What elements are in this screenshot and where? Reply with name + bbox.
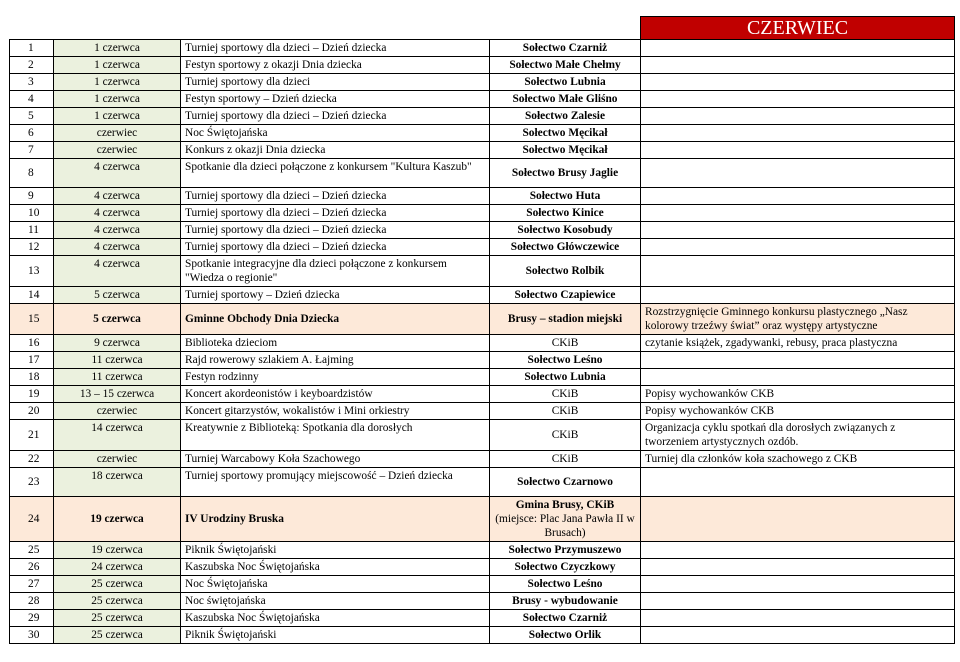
row-event: Turniej sportowy dla dzieci – Dzień dziecka: [181, 40, 490, 57]
row-date: 11 czerwca: [54, 352, 181, 369]
row-date: 14 czerwca: [54, 420, 181, 451]
table-row: [10, 256, 955, 287]
row-number: 13: [10, 256, 54, 287]
row-note: Organizacja cyklu spotkań dla dorosłych związanych z tworzeniem artystycznych ozdób.: [641, 420, 955, 451]
row-note: [641, 91, 955, 108]
row-number: 26: [10, 559, 54, 576]
row-note: [641, 497, 955, 542]
row-note: Turniej dla członków koła szachowego z CKB: [641, 451, 955, 468]
row-number: 14: [10, 287, 54, 304]
row-note: [641, 468, 955, 497]
row-date: 24 czerwca: [54, 559, 181, 576]
row-number: 5: [10, 108, 54, 125]
row-date: 5 czerwca: [54, 304, 181, 335]
row-place: [490, 627, 641, 644]
table-row: [10, 497, 955, 542]
row-place: [490, 610, 641, 627]
row-number: 16: [10, 335, 54, 352]
row-event: IV Urodziny Bruska: [181, 497, 490, 542]
table-row: [10, 403, 955, 420]
row-note: [641, 627, 955, 644]
row-place-text: CKiB: [551, 453, 579, 465]
row-place: [490, 335, 641, 352]
table-row: [10, 74, 955, 91]
row-number: 2: [10, 57, 54, 74]
row-place: [490, 559, 641, 576]
row-note: Rozstrzygnięcie Gminnego konkursu plastycznego „Nasz kolorowy trzeźwy świat” oraz występy artystyczne: [641, 304, 955, 335]
row-event: Kaszubska Noc Świętojańska: [181, 559, 490, 576]
table-row: [10, 205, 955, 222]
row-number: 17: [10, 352, 54, 369]
row-date: czerwiec: [54, 403, 181, 420]
row-date: 5 czerwca: [54, 287, 181, 304]
table-row: [10, 108, 955, 125]
table-row: [10, 159, 955, 188]
row-event: Biblioteka dzieciom: [181, 335, 490, 352]
row-date: 1 czerwca: [54, 74, 181, 91]
row-note: czytanie książek, zgadywanki, rebusy, praca plastyczna: [641, 335, 955, 352]
table-row: [10, 468, 955, 497]
row-date: 9 czerwca: [54, 335, 181, 352]
row-note: Popisy wychowanków CKB: [641, 386, 955, 403]
row-place-text: Brusy - wybudowanie: [512, 595, 618, 607]
row-place-text: Sołectwo Małe Gliśno: [512, 93, 618, 105]
table-row: [10, 188, 955, 205]
table-row: [10, 576, 955, 593]
row-number: 24: [10, 497, 54, 542]
table-row: [10, 335, 955, 352]
table-row: [10, 627, 955, 644]
row-date: czerwiec: [54, 451, 181, 468]
row-place: [490, 593, 641, 610]
row-event: Festyn rodzinny: [181, 369, 490, 386]
row-place: [490, 205, 641, 222]
table-row: [10, 142, 955, 159]
row-place: [490, 451, 641, 468]
row-note: [641, 369, 955, 386]
row-event: Noc świętojańska: [181, 593, 490, 610]
row-place: [490, 420, 641, 451]
table-row: [10, 91, 955, 108]
table-row: [10, 451, 955, 468]
row-date: 11 czerwca: [54, 369, 181, 386]
row-date: 25 czerwca: [54, 576, 181, 593]
row-place: [490, 239, 641, 256]
row-date: 1 czerwca: [54, 91, 181, 108]
row-number: 22: [10, 451, 54, 468]
row-event: Koncert akordeonistów i keyboardzistów: [181, 386, 490, 403]
row-place: [490, 125, 641, 142]
row-event: Konkurs z okazji Dnia dziecka: [181, 142, 490, 159]
row-place-text: Sołectwo Lubnia: [524, 371, 606, 383]
row-place-detail: (miejsce: Plac Jana Pawła II w Brusach): [495, 513, 635, 539]
row-date: 1 czerwca: [54, 57, 181, 74]
row-note: [641, 57, 955, 74]
row-event: Turniej sportowy dla dzieci – Dzień dziecka: [181, 188, 490, 205]
row-place: [490, 468, 641, 497]
row-place-text: Sołectwo Rolbik: [525, 265, 605, 277]
row-place-text: Sołectwo Kosobudy: [517, 224, 613, 236]
row-note: [641, 142, 955, 159]
row-place-text: Sołectwo Huta: [529, 190, 601, 202]
row-date: 18 czerwca: [54, 468, 181, 497]
row-place-text: CKiB: [551, 405, 579, 417]
row-date: 1 czerwca: [54, 108, 181, 125]
row-event: Turniej sportowy promujący miejscowość – Dzień dziecka: [181, 468, 490, 497]
row-event: Piknik Świętojański: [181, 627, 490, 644]
table-row: [10, 593, 955, 610]
row-note: [641, 205, 955, 222]
table-row: [10, 304, 955, 335]
row-note: [641, 74, 955, 91]
row-place-text: Sołectwo Czyczkowy: [514, 561, 616, 573]
row-date: 19 czerwca: [54, 497, 181, 542]
events-table: [9, 16, 955, 644]
table-row: [10, 352, 955, 369]
row-number: 1: [10, 40, 54, 57]
row-number: 11: [10, 222, 54, 239]
month-title: CZERWIEC: [641, 17, 955, 40]
row-date: 25 czerwca: [54, 627, 181, 644]
row-number: 21: [10, 420, 54, 451]
row-date: 4 czerwca: [54, 239, 181, 256]
row-note: [641, 559, 955, 576]
row-place: [490, 352, 641, 369]
row-note: [641, 239, 955, 256]
row-place: [490, 256, 641, 287]
row-number: 29: [10, 610, 54, 627]
row-date: 4 czerwca: [54, 159, 181, 188]
row-event: Turniej sportowy dla dzieci – Dzień dziecka: [181, 205, 490, 222]
row-date: 4 czerwca: [54, 205, 181, 222]
row-number: 4: [10, 91, 54, 108]
row-date: 4 czerwca: [54, 256, 181, 287]
row-event: Turniej Warcabowy Koła Szachowego: [181, 451, 490, 468]
row-number: 19: [10, 386, 54, 403]
row-place: [490, 403, 641, 420]
row-event: Kaszubska Noc Świętojańska: [181, 610, 490, 627]
row-place-text: CKiB: [551, 429, 579, 441]
row-place: [490, 542, 641, 559]
row-note: Popisy wychowanków CKB: [641, 403, 955, 420]
row-place: [490, 369, 641, 386]
row-place: [490, 142, 641, 159]
row-date: 1 czerwca: [54, 40, 181, 57]
row-event: Festyn sportowy – Dzień dziecka: [181, 91, 490, 108]
row-number: 27: [10, 576, 54, 593]
row-note: [641, 256, 955, 287]
table-row: [10, 386, 955, 403]
row-place: [490, 188, 641, 205]
table-row: [10, 369, 955, 386]
row-note: [641, 159, 955, 188]
schedule-container: [9, 16, 954, 644]
row-place-text: Sołectwo Czarniż: [522, 612, 608, 624]
row-place-text: Gmina Brusy, CKiB: [515, 499, 615, 511]
row-place-text: Sołectwo Leśno: [527, 578, 603, 590]
row-event: Kreatywnie z Biblioteką: Spotkania dla dorosłych: [181, 420, 490, 451]
row-number: 8: [10, 159, 54, 188]
row-place: [490, 57, 641, 74]
row-note: [641, 125, 955, 142]
row-event: Koncert gitarzystów, wokalistów i Mini orkiestry: [181, 403, 490, 420]
row-place-text: Sołectwo Czarnowo: [517, 476, 613, 488]
row-event: Spotkanie dla dzieci połączone z konkursem "Kultura Kaszub": [181, 159, 490, 188]
row-place-text: CKiB: [551, 388, 579, 400]
row-note: [641, 593, 955, 610]
row-event: Turniej sportowy dla dzieci – Dzień dziecka: [181, 222, 490, 239]
row-place: [490, 386, 641, 403]
row-number: 18: [10, 369, 54, 386]
row-place: [490, 108, 641, 125]
row-note: [641, 188, 955, 205]
row-event: Noc Świętojańska: [181, 125, 490, 142]
row-number: 6: [10, 125, 54, 142]
row-number: 20: [10, 403, 54, 420]
row-place-text: Sołectwo Przymuszewo: [508, 544, 622, 556]
row-place-text: CKiB: [551, 337, 579, 349]
row-place-text: Sołectwo Główczewice: [510, 241, 620, 253]
row-place-text: Sołectwo Męcikał: [522, 144, 608, 156]
row-event: Turniej sportowy dla dzieci: [181, 74, 490, 91]
row-note: [641, 542, 955, 559]
row-place-text: Sołectwo Orlik: [528, 629, 602, 641]
row-number: 12: [10, 239, 54, 256]
row-date: 25 czerwca: [54, 593, 181, 610]
row-note: [641, 287, 955, 304]
row-event: Turniej sportowy dla dzieci – Dzień dziecka: [181, 108, 490, 125]
row-number: 15: [10, 304, 54, 335]
row-place-text: Sołectwo Czapiewice: [514, 289, 616, 301]
row-place-text: Sołectwo Kinice: [526, 207, 604, 219]
table-row: [10, 559, 955, 576]
row-place-text: Brusy – stadion miejski: [507, 313, 623, 325]
row-date: 4 czerwca: [54, 222, 181, 239]
row-date: 4 czerwca: [54, 188, 181, 205]
row-event: Spotkanie integracyjne dla dzieci połączone z konkursem "Wiedza o regionie": [181, 256, 490, 287]
row-note: [641, 108, 955, 125]
row-event: Turniej sportowy – Dzień dziecka: [181, 287, 490, 304]
row-place: [490, 159, 641, 188]
row-place: [490, 222, 641, 239]
table-row: [10, 610, 955, 627]
row-number: 30: [10, 627, 54, 644]
row-event: Noc Świętojańska: [181, 576, 490, 593]
row-note: [641, 222, 955, 239]
table-row: [10, 287, 955, 304]
table-row: [10, 57, 955, 74]
table-row: [10, 239, 955, 256]
row-number: 23: [10, 468, 54, 497]
row-place-text: Sołectwo Zalesie: [524, 110, 606, 122]
row-event: Rajd rowerowy szlakiem A. Łajming: [181, 352, 490, 369]
row-date: czerwiec: [54, 125, 181, 142]
row-place: [490, 576, 641, 593]
row-number: 25: [10, 542, 54, 559]
row-event: Festyn sportowy z okazji Dnia dziecka: [181, 57, 490, 74]
row-note: [641, 610, 955, 627]
row-date: 13 – 15 czerwca: [54, 386, 181, 403]
row-number: 9: [10, 188, 54, 205]
row-place: [490, 287, 641, 304]
row-place-text: Sołectwo Męcikał: [522, 127, 608, 139]
table-row: [10, 40, 955, 57]
row-place: [490, 91, 641, 108]
row-place-text: Sołectwo Lubnia: [524, 76, 606, 88]
table-row: [10, 420, 955, 451]
row-number: 7: [10, 142, 54, 159]
row-date: 19 czerwca: [54, 542, 181, 559]
row-place: [490, 74, 641, 91]
row-number: 3: [10, 74, 54, 91]
row-date: 25 czerwca: [54, 610, 181, 627]
row-note: [641, 576, 955, 593]
row-place: [490, 40, 641, 57]
row-event: Turniej sportowy dla dzieci – Dzień dziecka: [181, 239, 490, 256]
row-place-text: Sołectwo Brusy Jaglie: [511, 167, 619, 179]
row-note: [641, 352, 955, 369]
table-row: [10, 125, 955, 142]
row-place: [490, 497, 641, 542]
table-row: [10, 222, 955, 239]
row-note: [641, 40, 955, 57]
events-body: [10, 40, 955, 644]
row-place-text: Sołectwo Leśno: [527, 354, 603, 366]
row-event: Piknik Świętojański: [181, 542, 490, 559]
row-event: Gminne Obchody Dnia Dziecka: [181, 304, 490, 335]
row-date: czerwiec: [54, 142, 181, 159]
row-place-text: Sołectwo Czarniż: [522, 42, 608, 54]
row-number: 10: [10, 205, 54, 222]
row-place: [490, 304, 641, 335]
row-place-text: Sołectwo Małe Chełmy: [509, 59, 621, 71]
row-number: 28: [10, 593, 54, 610]
table-row: [10, 542, 955, 559]
